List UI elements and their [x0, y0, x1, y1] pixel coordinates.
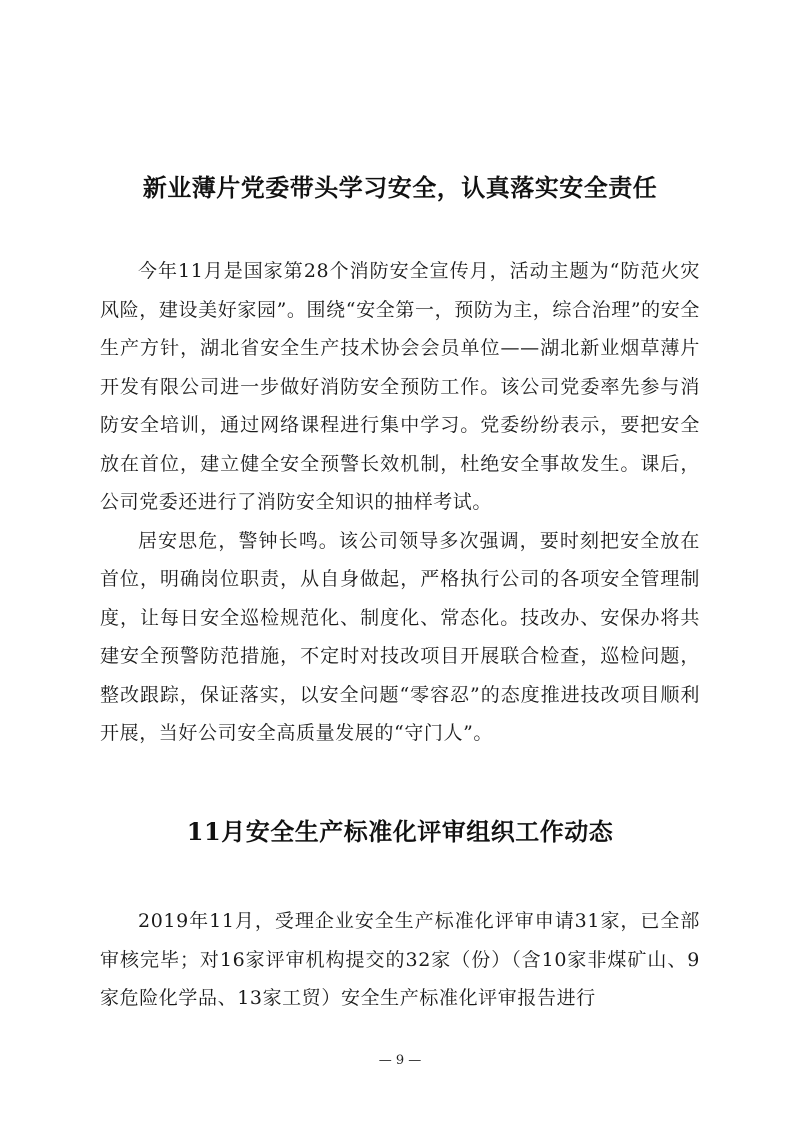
- article-body: [100, 902, 700, 1018]
- article-paragraph: 今年11月是国家第28个消防安全宣传月，活动主题为“防范火灾风险，建设美好家园”。围绕“安全第一，预防为主，综合治理”的安全生产方针，湖北省安全生产技术协会会员单位——湖北新业烟草薄片开发有限公司进一步做好消防安全预防工作。该公司党委率先参与消防安全培训，通过网络课程进行集中学习。党委纷纷表示，要把安全放在首位，建立健全安全预警长效机制，杜绝安全事故发生。课后，公司党委还进行了消防安全知识的抽样考试。: [100, 260, 700, 513]
- article-title: 11月安全生产标准化评审组织工作动态: [186, 817, 614, 846]
- article-body: [100, 252, 700, 753]
- article-title: 新业薄片党委带头学习安全，认真落实安全责任: [142, 173, 658, 202]
- page-number: — 9 —: [378, 1053, 422, 1068]
- article-paragraph: 2019年11月，受理企业安全生产标准化评审申请31家，已全部审核完毕；对16家评审机构提交的32家（份）（含10家非煤矿山、9家危险化学品、13家工贸）安全生产标准化评审报告进行: [100, 910, 700, 1009]
- article-paragraph: 居安思危，警钟长鸣。该公司领导多次强调，要时刻把安全放在首位，明确岗位职责，从自身做起，严格执行公司的各项安全管理制度，让每日安全巡检规范化、制度化、常态化。技改办、安保办将共建安全预警防范措施，不定时对技改项目开展联合检查，巡检问题，整改跟踪，保证落实，以安全问题“零容忍”的态度推进技改项目顺利开展，当好公司安全高质量发展的“守门人”。: [100, 529, 700, 744]
